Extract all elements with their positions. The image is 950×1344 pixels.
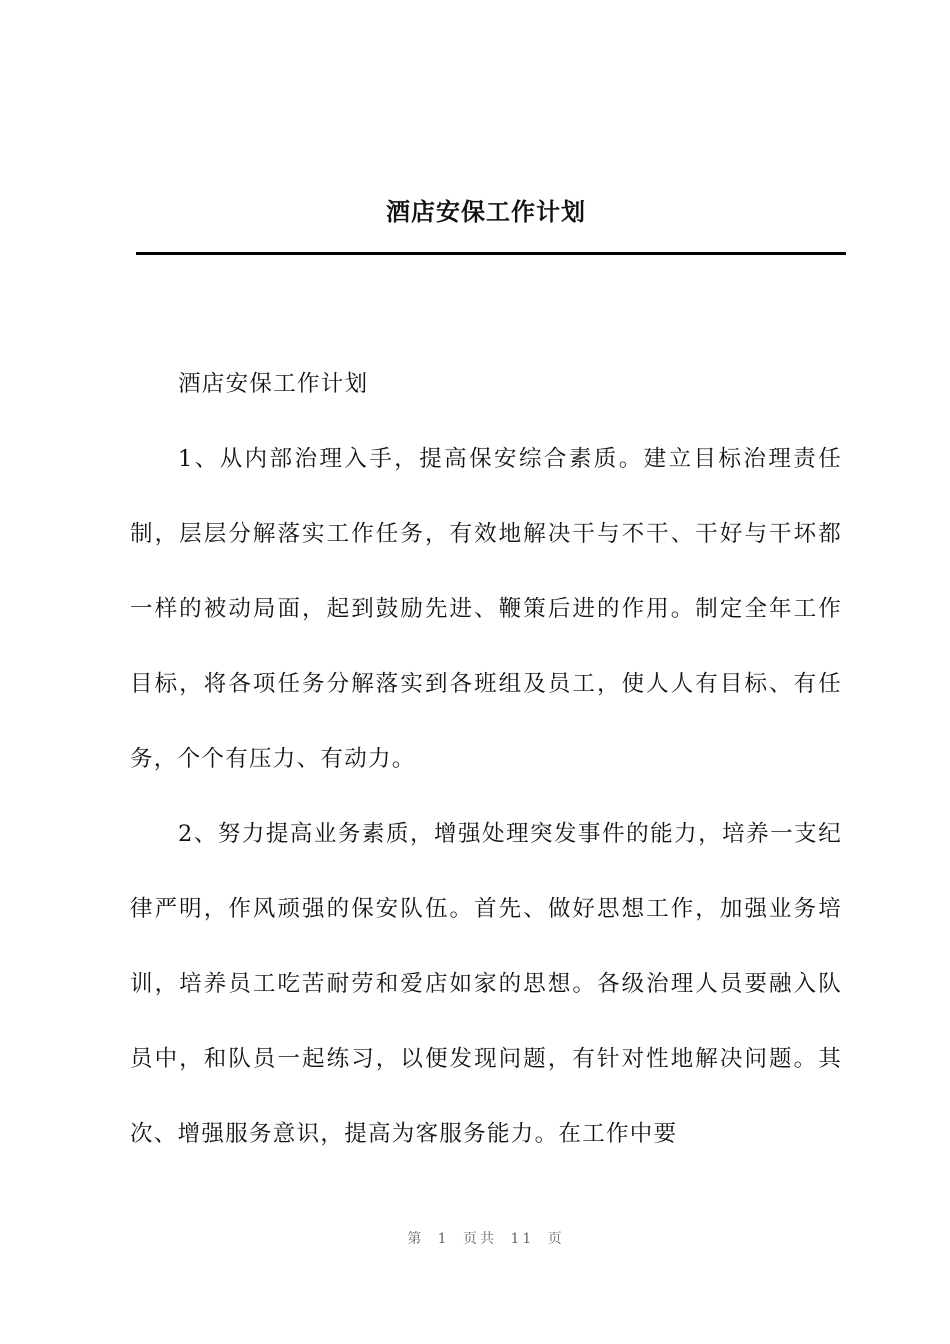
paragraph-2: 2、努力提高业务素质，增强处理突发事件的能力，培养一支纪律严明，作风顽强的保安队伍。首先、做好思想工作，加强业务培训，培养员工吃苦耐劳和爱店如家的思想。各级治理人员要融入队员中，和队员一起练习，以便发现问题，有针对性地解决问题。其次、增强服务意识，提高为客服务能力。在工作中要 [130, 821, 842, 1147]
paragraph-heading: 酒店安保工作计划 [178, 371, 369, 397]
document-title: 酒店安保工作计划 [386, 197, 586, 226]
document-body [130, 347, 842, 1172]
paragraph-1: 1、从内部治理入手，提高保安综合素质。建立目标治理责任制，层层分解落实工作任务，有效地解决干与不干、干好与干坏都一样的被动局面，起到鼓励先进、鞭策后进的作用。制定全年工作目标，将各项任务分解落实到各班组及员工，使人人有目标、有任务，个个有压力、有动力。 [130, 446, 842, 772]
title-underline [136, 252, 846, 255]
page-number-footer: 第 1 页共 11 页 [407, 1231, 565, 1247]
